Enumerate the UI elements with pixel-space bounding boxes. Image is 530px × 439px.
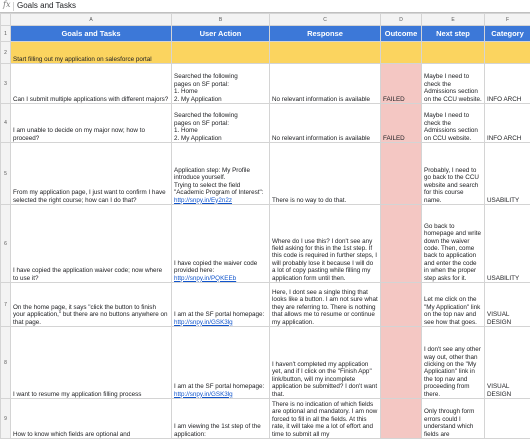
action-line: 1. Home [174,88,267,95]
next-step-cell[interactable]: I don't see any other way out, other than clicking on the "My Application" link in the top nav and proceeding from there. [422,327,485,399]
outcome-cell[interactable] [381,283,422,327]
column-header-row [1,14,530,26]
next-step-cell[interactable]: Maybe I need to check the Admissions section on the CCU website. [422,64,485,104]
action-line: I have copied the waiver code provided here: [174,260,267,275]
next-step-cell[interactable]: Maybe I need to check the Admissions section on CCU website. [422,104,485,143]
action-line: I am at the SF portal homepage: [174,311,267,318]
user-action-cell[interactable] [172,64,270,104]
empty-cell[interactable] [485,42,530,64]
table-header-row [1,26,530,42]
table-row [1,327,530,399]
spreadsheet-grid [0,13,530,439]
response-cell[interactable]: No relevant information is available [270,104,381,143]
outcome-cell[interactable]: FAILED [381,104,422,143]
action-line: 1. Home [174,127,267,134]
section-note-cell[interactable]: Start filling out my application on salesforce portal [11,42,172,64]
empty-cell[interactable] [381,42,422,64]
next-step-cell[interactable]: Only through form errors could I understand which fields are [422,399,485,439]
row-number[interactable]: 4 [1,104,11,143]
action-line: Application step: My Profile introduce yourself. [174,167,267,182]
next-step-cell[interactable]: Go back to homepage and write down the waiver code. Then, come back to application and enter the code in when the proper step asks for it. [422,205,485,283]
column-header-a[interactable]: A [11,14,172,26]
outcome-cell[interactable] [381,143,422,205]
row-number[interactable]: 3 [1,64,11,104]
goal-cell[interactable]: I am unable to decide on my major now; how to proceed? [11,104,172,143]
response-cell[interactable]: No relevant information is available [270,64,381,104]
action-line: 2. My Application [174,135,267,142]
user-action-cell[interactable] [172,327,270,399]
header-category[interactable]: Category [485,26,530,42]
table-row [1,399,530,439]
outcome-cell[interactable] [381,399,422,439]
category-cell[interactable]: VISUAL DESIGN [485,283,530,327]
empty-cell[interactable] [270,42,381,64]
outcome-cell[interactable] [381,327,422,399]
snapshot-link[interactable]: http://snpy.in/Ey2n2z [174,197,267,204]
response-cell[interactable]: There is no indication of which fields are optional and mandatory. I am now forced to fill in all the fields. At this rate, it will take me a lot of effort and time to submit all my [270,399,381,439]
row-number[interactable]: 9 [1,399,11,439]
table-row [1,143,530,205]
table-row [1,64,530,104]
row-number[interactable]: 2 [1,42,11,64]
table-row [1,283,530,327]
header-user-action[interactable]: User Action [172,26,270,42]
column-header-e[interactable]: E [422,14,485,26]
header-next-step[interactable]: Next step [422,26,485,42]
formula-bar-value[interactable]: Goals and Tasks [17,1,76,10]
category-cell[interactable]: INFO ARCH [485,104,530,143]
snapshot-link[interactable]: http://snpy.in/GSK3lg [174,391,267,398]
goal-cell[interactable]: From my application page, I just want to confirm I have selected the right course; how can I do that? [11,143,172,205]
table-row [1,104,530,143]
function-icon: fx [3,0,10,9]
user-action-cell[interactable] [172,205,270,283]
outcome-cell[interactable] [381,205,422,283]
next-step-cell[interactable]: Probably, I need to go back to the CCU website and search for this course name. [422,143,485,205]
column-header-b[interactable]: B [172,14,270,26]
user-action-cell[interactable] [172,104,270,143]
action-line: Searched the following [174,73,267,80]
formula-bar[interactable] [0,0,530,13]
category-cell[interactable] [485,399,530,439]
response-cell[interactable]: Where do I use this? I don't see any field asking for this in the 1st step. If this code is required in further steps, I will probably lose it because I will do a lot of copy pasting while filling my application form until then. [270,205,381,283]
goal-cell[interactable]: Can I submit multiple applications with different majors? [11,64,172,104]
category-cell[interactable]: VISUAL DESIGN [485,327,530,399]
column-header-d[interactable]: D [381,14,422,26]
column-header-c[interactable]: C [270,14,381,26]
table-row [1,42,530,64]
header-response[interactable]: Response [270,26,381,42]
category-cell[interactable]: USABILITY [485,143,530,205]
goal-cell[interactable]: On the home page, it says "click the button to finish your application," but there are no buttons anywhere on that page. [11,283,172,327]
outcome-cell[interactable]: FAILED [381,64,422,104]
column-header-f[interactable]: F [485,14,530,26]
user-action-cell[interactable] [172,283,270,327]
goal-cell[interactable]: I want to resume my application filling process [11,327,172,399]
user-action-cell[interactable] [172,399,270,439]
next-step-cell[interactable]: Let me click on the "My Application" link on the top nav and see how that goes. [422,283,485,327]
header-outcome[interactable]: Outcome [381,26,422,42]
select-all-corner[interactable] [1,14,11,26]
goal-cell[interactable]: How to know which fields are optional and [11,399,172,439]
category-cell[interactable]: USABILITY [485,205,530,283]
user-action-cell[interactable] [172,143,270,205]
action-line: 2. My Application [174,96,267,103]
action-line: pages on SF portal: [174,120,267,127]
row-number[interactable]: 6 [1,205,11,283]
action-line: I am at the SF portal homepage: [174,383,267,390]
snapshot-link[interactable]: http://snpy.in/GSK3lg [174,319,267,326]
action-line: I am viewing the 1st step of the application: [174,423,267,438]
row-number[interactable]: 5 [1,143,11,205]
formula-bar-divider [13,2,14,11]
response-cell[interactable]: There is no way to do that. [270,143,381,205]
empty-cell[interactable] [422,42,485,64]
action-line: Searched the following [174,112,267,119]
response-cell[interactable]: I haven't completed my application yet, and if I click on the "Finish App" link/button, will my incomplete application be submitted? I don't want that. [270,327,381,399]
action-line: pages on SF portal: [174,81,267,88]
action-line: Trying to select the field "Academic Program of Interest": [174,182,267,197]
response-cell[interactable]: Here, I dont see a single thing that looks like a button. I am not sure what they are referring to. There is nothing that allows me to resume or continue my application. [270,283,381,327]
category-cell[interactable]: INFO ARCH [485,64,530,104]
empty-cell[interactable] [172,42,270,64]
row-number[interactable]: 8 [1,327,11,399]
table-row [1,205,530,283]
row-number[interactable]: 7 [1,283,11,327]
goal-cell[interactable]: I have copied the application waiver code; now where to use it? [11,205,172,283]
header-goals-and-tasks[interactable]: Goals and Tasks [11,26,172,42]
row-number[interactable]: 1 [1,26,11,42]
snapshot-link[interactable]: http://snpy.in/PQKEEb [174,275,267,282]
